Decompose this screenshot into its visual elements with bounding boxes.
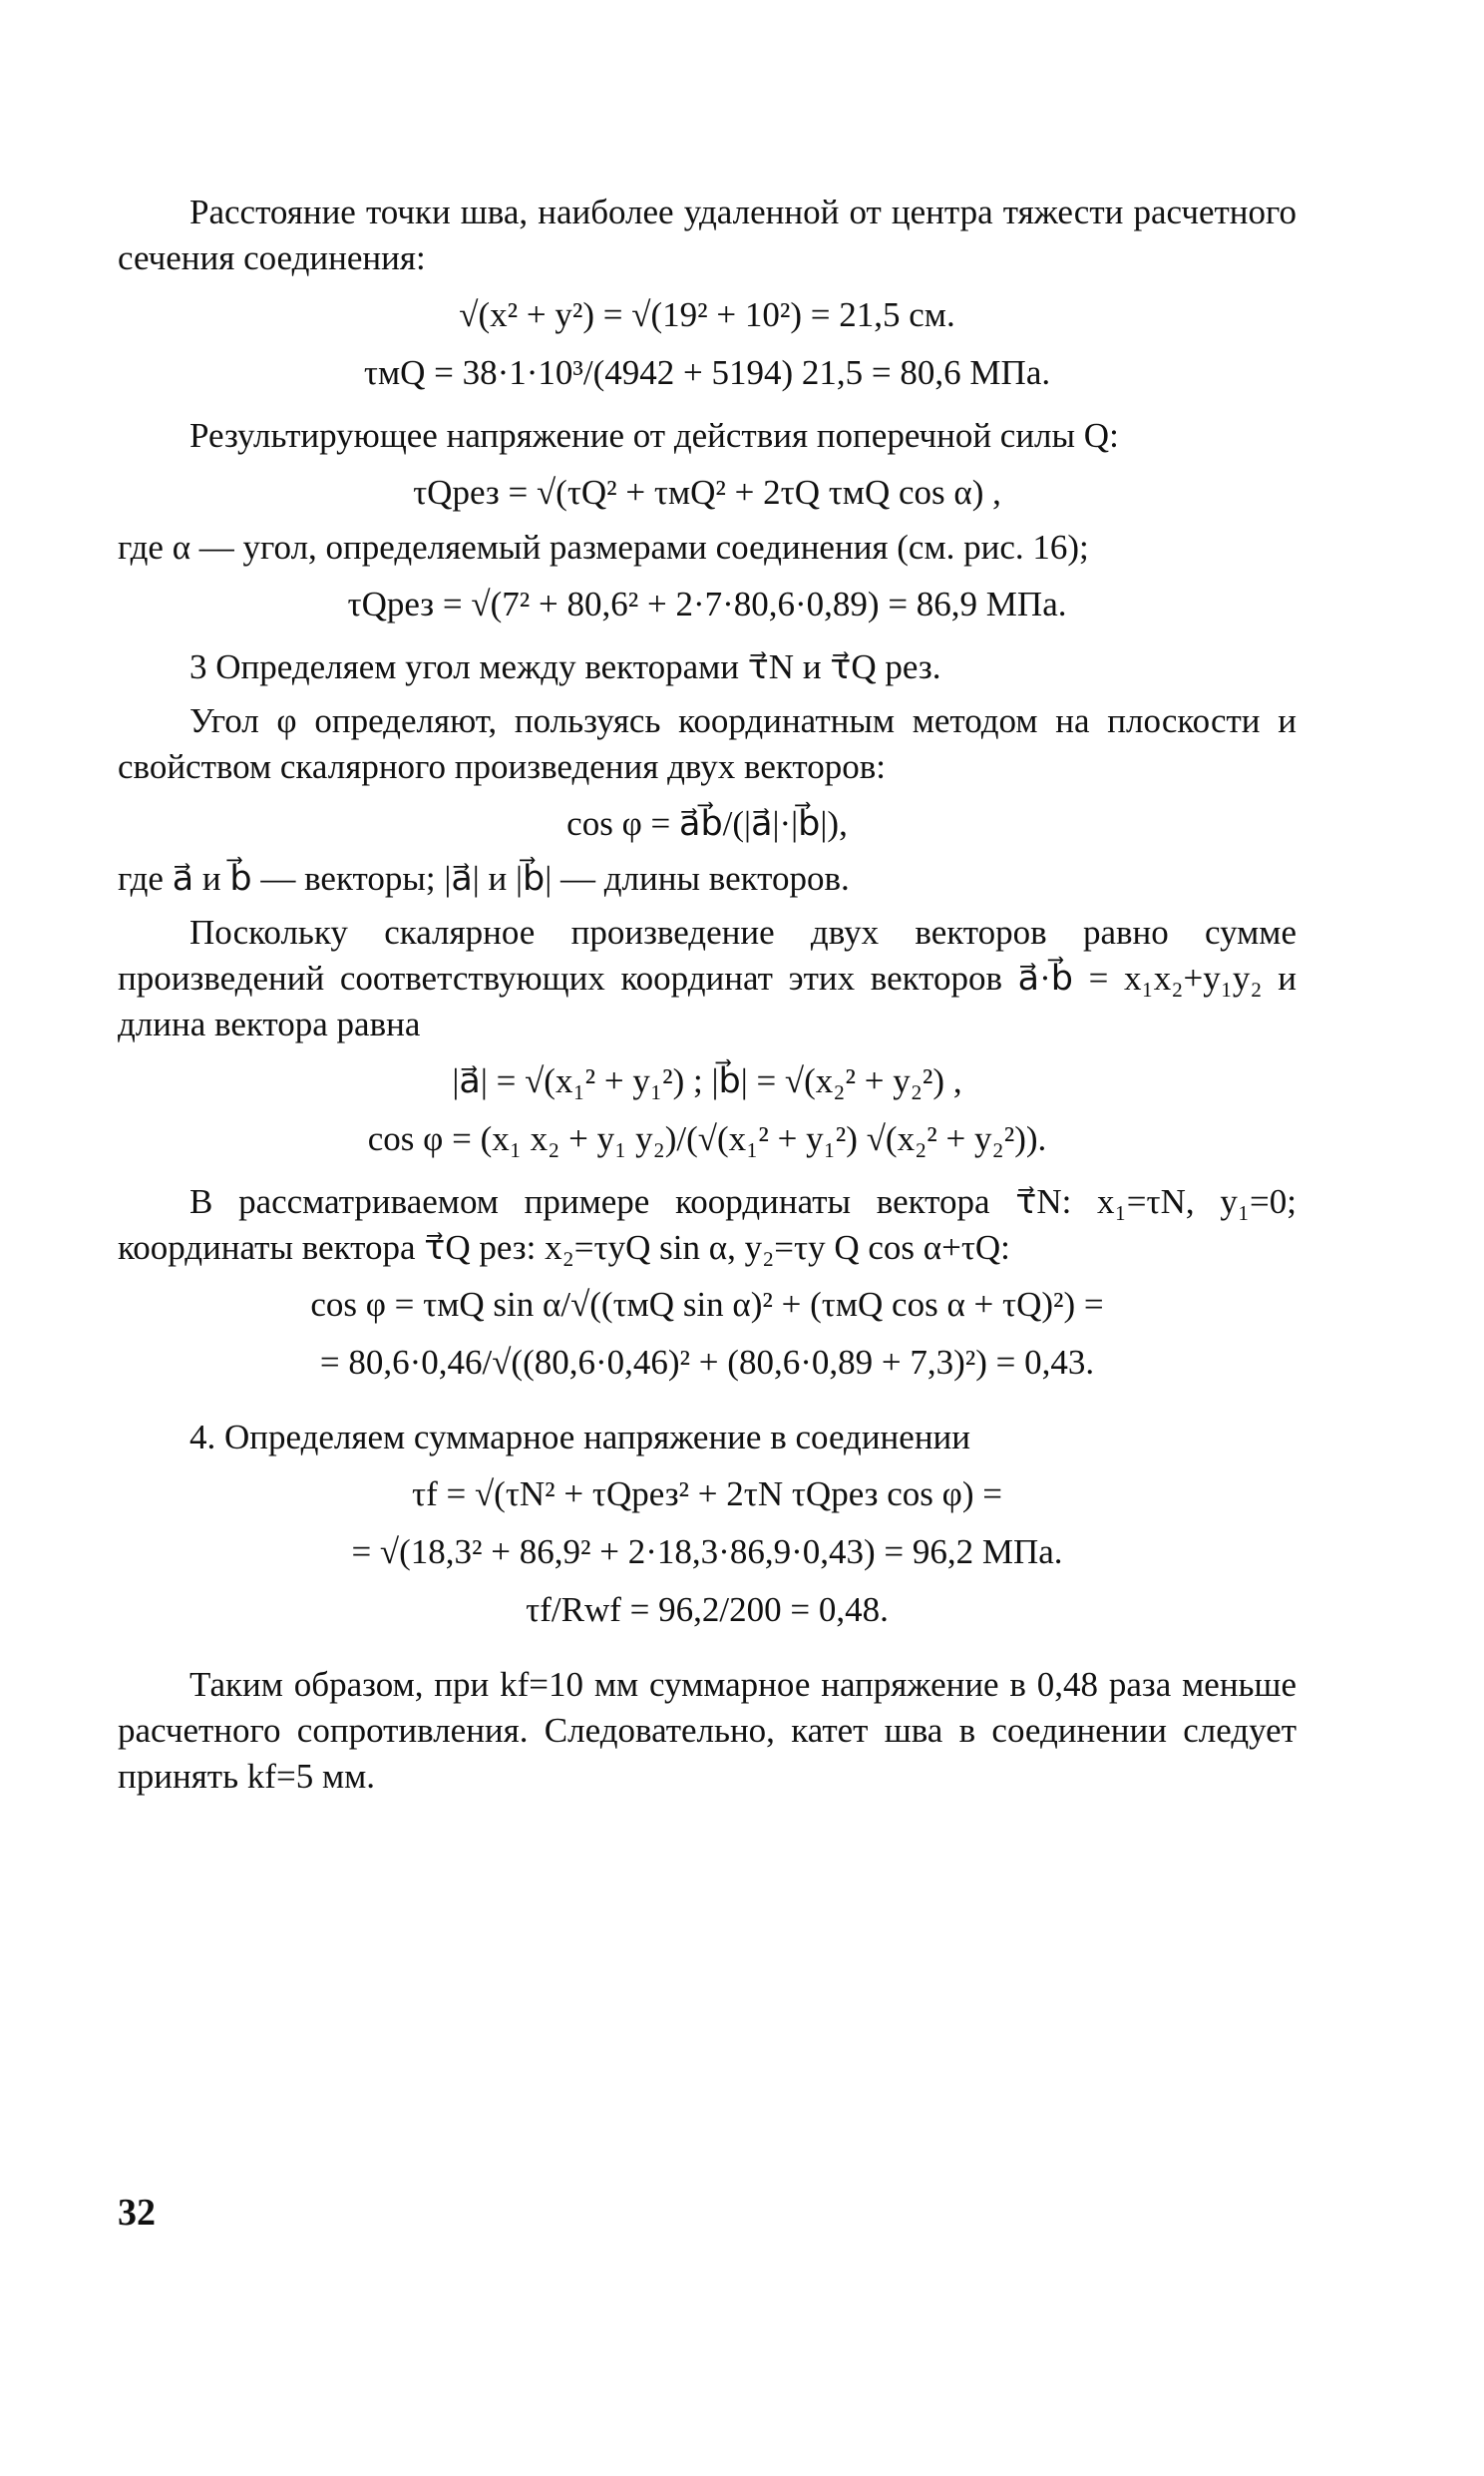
formula-tau-qrez: τQрез = √(τQ² + τмQ² + 2τQ τмQ cos α) , — [413, 473, 1001, 512]
paragraph-conclusion: Таким образом, при kf=10 мм суммарное напряжение в 0,48 раза меньше расчетного сопротивления. Следовательно, катет шва в соединении следует принять kf=5 мм. — [118, 1665, 1297, 1796]
formula-ratio: τf/Rwf = 96,2/200 = 0,48. — [526, 1590, 889, 1629]
formula-tau-qrez-value: τQрез = √(7² + 80,6² + 2·7·80,6·0,89) = 86,9 МПа. — [347, 585, 1067, 623]
paragraph-scalar-product: Поскольку скалярное произведение двух векторов равно сумме произведений соответствующих координат этих векторов a⃗·b⃗ = x₁x₂+y₁y₂ и длина вектора равна — [118, 913, 1297, 1043]
paragraph-resultant: Результирующее напряжение от действия поперечной силы Q: — [189, 416, 1119, 455]
formula-tau-mq: τмQ = 38·1·10³/(4942 + 5194) 21,5 = 80,6 МПа. — [363, 353, 1051, 392]
formula-cos-phi-coords: cos φ = (x₁ x₂ + y₁ y₂)/(√(x₁² + y₁²) √(x₂² + y₂²)). — [367, 1119, 1047, 1158]
formula-cos-phi-example: cos φ = τмQ sin α/√((τмQ sin α)² + (τмQ cos α + τQ)²) = — [310, 1285, 1104, 1324]
formula-vector-lengths: |a⃗| = √(x₁² + y₁²) ; |b⃗| = √(x₂² + y₂²) , — [452, 1061, 962, 1100]
formula-tau-f-value: = √(18,3² + 86,9² + 2·18,3·86,9·0,43) = 96,2 МПа. — [351, 1532, 1063, 1571]
formula-cos-phi-result: = 80,6·0,46/√((80,6·0,46)² + (80,6·0,89 + 7,3)²) = 0,43. — [319, 1343, 1095, 1382]
paragraph-step-3: 3 Определяем угол между векторами τ⃗N и τ⃗Q рез. — [189, 647, 941, 686]
formula-distance: √(x² + y²) = √(19² + 10²) = 21,5 см. — [459, 295, 955, 334]
formula-tau-f: τf = √(τN² + τQрез² + 2τN τQрез cos φ) = — [412, 1474, 1002, 1513]
formula-cos-phi: cos φ = a⃗b⃗/(|a⃗|·|b⃗|), — [566, 804, 848, 843]
page-body — [118, 190, 1297, 1808]
paragraph-angle-method: Угол φ определяют, пользуясь координатным методом на плоскости и свойством скалярного произведения двух векторов: — [118, 701, 1297, 786]
paragraph-distance: Расстояние точки шва, наиболее удаленной от центра тяжести расчетного сечения соединения: — [118, 193, 1297, 277]
paragraph-vectors: где a⃗ и b⃗ — векторы; |a⃗| и |b⃗| — длины векторов. — [118, 859, 850, 898]
page-number: 32 — [118, 2192, 156, 2234]
paragraph-example-coords: В рассматриваемом примере координаты вектора τ⃗N: x₁=τN, y₁=0; координаты вектора τ⃗Q рез: x₂=τyQ sin α, y₂=τy Q cos α+τQ: — [118, 1182, 1297, 1267]
paragraph-alpha: где α — угол, определяемый размерами соединения (см. рис. 16); — [118, 528, 1089, 567]
paragraph-step-4: 4. Определяем суммарное напряжение в соединении — [189, 1418, 971, 1456]
